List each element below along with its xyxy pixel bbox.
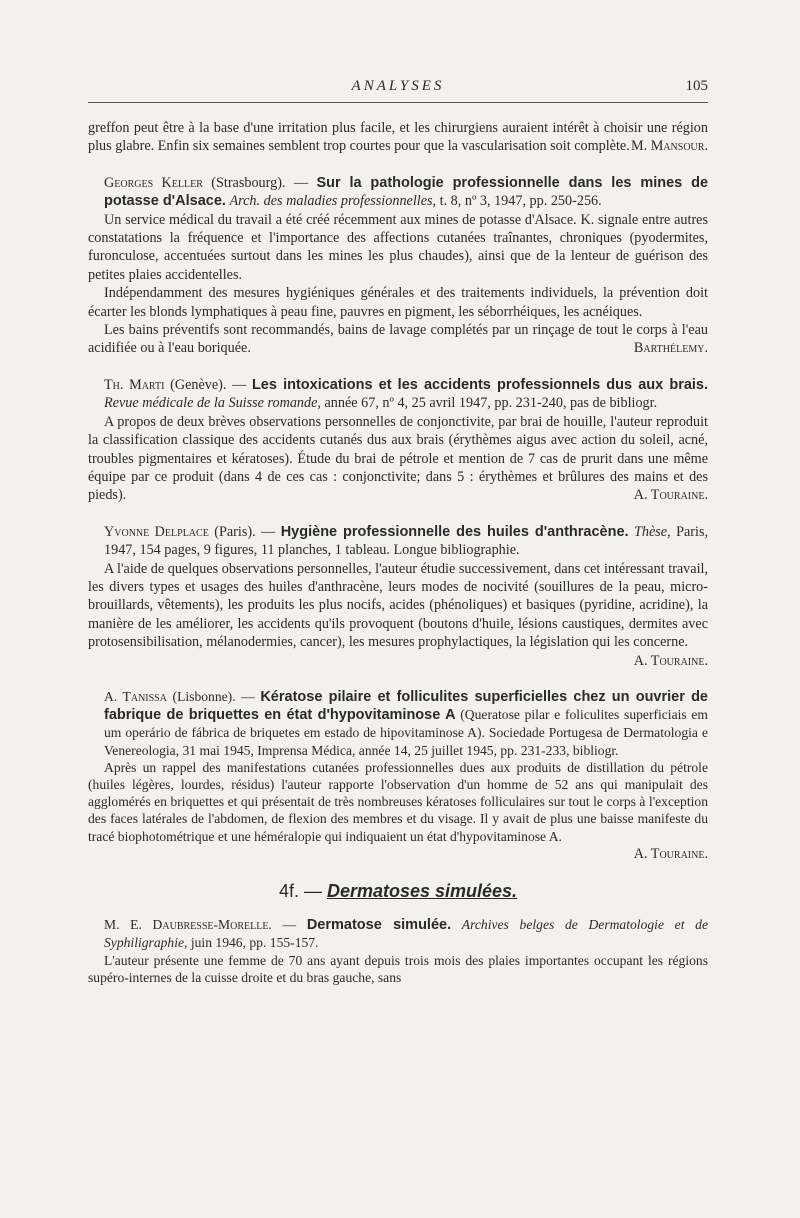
intro-text: greffon peut être à la base d'une irritation plus facile, et les chirurgiens auraient intérêt à choisir une région plus glabre. Enfin six semaines semblent trop courtes pour que la vascularisation soit complète. [88, 120, 708, 155]
entry-journal: Thèse, [634, 523, 671, 540]
entry-paragraph-text: A propos de deux brèves observations personnelles de conjonctivite, par brai de houille, l'auteur reproduit la classification classique des accidents cutanés dus aux brais (érythèmes aigus avec action du soleil, acné, troubles pigmentaires et kératoses). Étude du brai de pétrole et mention de 7 cas de prurit dans une même équipe par ce produit (dans 4 de ces cas : conjonctivite; dans 5 : érythèmes et brûlures des mains et des pieds). [88, 413, 708, 504]
page-number: 105 [685, 78, 708, 94]
entry-signature-name: A. Touraine. [633, 845, 708, 862]
section-heading [88, 881, 708, 902]
entry-citation: année 67, nº 4, 25 avril 1947, pp. 231-240, pas de bibliogr. [320, 395, 658, 412]
entry-signature-name: Barthélemy. [633, 340, 708, 357]
entry-title: Les intoxications et les accidents professionnels dus aux brais. [251, 376, 709, 393]
section-title: Dermatoses simulées. [326, 881, 518, 902]
entry-author: Th. Marti [104, 376, 165, 393]
abstract-entry [88, 688, 708, 863]
entry-paragraph: A l'aide de quelques observations personnelles, l'auteur étudie successivement, dans cet intéressant travail, les divers types et usages des huiles d'anthracène, leurs modes de nocivité (souillures de la peau, micro-brouillards, vêtements), les produits les plus nocifs, acides (phénoliques) et basiques (pyridine, acridine), la manière de les améliorer, les accidents qu'ils provoquent (boutons d'huile, lésions caustiques, dermites avec protosensibilisation, mélanodermies, cancer), les mesures prophylactiques, la législation qui les concerne. [88, 560, 708, 651]
section-number: 4f. — [278, 881, 327, 902]
entry-heading [88, 174, 708, 211]
intro-signature-name: Mansour. [650, 138, 708, 155]
entry-signature-name: A. Touraine. [633, 487, 708, 504]
entry-signature-name: A. Touraine. [633, 652, 708, 669]
entry-author: Georges Keller [104, 174, 203, 191]
abstract-entry [88, 174, 708, 358]
entry-journal: Archives belges de Dermatologie et de Syphiligraphie, [104, 917, 708, 951]
entry-author: A. Tanissa [104, 688, 167, 704]
entry-paragraph: L'auteur présente une femme de 70 ans ayant depuis trois mois des plaies importantes occupant les régions supéro-internes de la cuisse droite et du bras gauche, sans [88, 952, 708, 985]
entry-title: Sur la pathologie professionnelle dans les mines de potasse d'Alsace. [104, 174, 709, 210]
entry-title: Dermatose simulée. [306, 917, 452, 934]
entry-citation: Paris, 1947, 154 pages, 9 figures, 11 planches, 1 tableau. Longue bibliographie. [104, 523, 709, 559]
entry-journal: Arch. des maladies professionnelles, [229, 193, 437, 210]
entry-author: M. E. Daubresse-Morelle. [104, 917, 272, 933]
intro-signature [631, 137, 708, 155]
entry-citation: (Queratose pilar e foliculites superficiais em um operário de fábrica de briquetes em estado de hipovitaminose A). Sociedade Portugesa de Dermatologia e Venereologia, 31 mai 1945, Imprensa Médica, année 14, 25 juillet 1945, pp. 231-233, bibliogr. [104, 707, 708, 758]
running-header [88, 76, 708, 103]
entry-place: (Lisbonne). — [172, 688, 261, 704]
entry-signature [88, 652, 708, 670]
entry-paragraph-text: Les bains préventifs sont recommandés, bains de lavage complétés par un rinçage de tout le corps à l'eau acidifiée ou à l'eau boriquée. [88, 322, 708, 357]
intro-signature-initial: M. [631, 138, 648, 155]
entry-journal: Revue médicale de la Suisse romande, [104, 395, 321, 412]
entry-signature [618, 486, 708, 504]
entry-title: Hygiène professionnelle des huiles d'anthracène. [280, 523, 629, 540]
entry-heading [88, 916, 708, 951]
entry-citation: t. 8, nº 3, 1947, pp. 250-256. [436, 193, 602, 210]
abstract-entry [88, 376, 708, 505]
entry-place: (Genève). — [170, 376, 252, 393]
entry-paragraph: Indépendamment des mesures hygiéniques générales et des traitements individuels, la prévention doit écarter les blonds lymphatiques à peau fine, pauvres en pigment, les séborrhéiques, les acnéiques. [88, 285, 708, 320]
entry-paragraph [88, 413, 708, 505]
abstract-entry [88, 523, 708, 670]
entry-title: Kératose pilaire et folliculites superficielles chez un ouvrier de fabrique de briquettes en état d'hypovitaminose A [104, 688, 708, 724]
abstract-entry [88, 916, 708, 986]
entry-heading [88, 376, 708, 413]
running-title: ANALYSES [351, 78, 445, 94]
entry-signature [88, 845, 708, 863]
entry-signature [618, 339, 708, 357]
entry-place: — [271, 917, 307, 933]
entry-place: (Strasbourg). — [211, 174, 317, 191]
entry-paragraph [88, 321, 708, 358]
entry-citation: juin 1946, pp. 155-157. [187, 935, 319, 951]
entry-place: (Paris). — [214, 523, 281, 540]
entry-paragraph: Après un rappel des manifestations cutanées professionnelles dues aux produits de distillation du pétrole (huiles légères, lourdes, résidus) l'auteur rapporte l'observation d'un homme de 52 ans qui manipulait des agglomérés en briquettes et qui présentait de très nombreuses kératoses folliculaires sur tout le corps à l'exception des faces latérales de l'abdomen, de flexion des membres et du visage. Il y avait de plus une baisse manifeste du tracé biophotométrique et une héméralopie qui indiquaient un état d'hypovitaminose A. [88, 759, 708, 844]
entry-author: Yvonne Delplace [104, 523, 209, 540]
entry-heading [88, 688, 708, 759]
entry-paragraph: Un service médical du travail a été créé récemment aux mines de potasse d'Alsace. K. signale entre autres constatations la fréquence et l'importance des affections cutanées traînantes, chroniques (pyodermites, furonculose, accentuées surtout dans les mines les plus chaudes), ainsi que de la lenteur de guérison des petites plaies accidentelles. [88, 211, 708, 283]
intro-paragraph [88, 119, 708, 156]
entry-heading [88, 523, 708, 560]
